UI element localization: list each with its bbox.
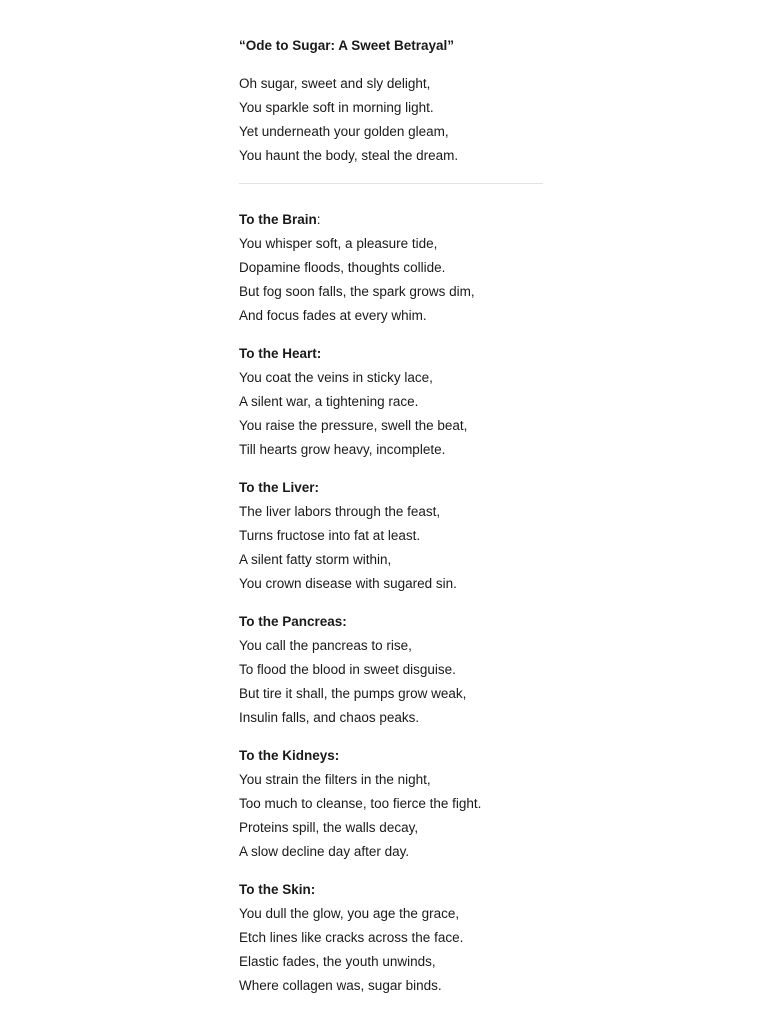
stanza-skin <box>239 878 549 998</box>
stanza-heading-text: To the Skin: <box>239 882 316 897</box>
poem-line: Etch lines like cracks across the face. <box>239 930 464 945</box>
poem-line: Oh sugar, sweet and sly delight, <box>239 76 431 91</box>
poem-line: You crown disease with sugared sin. <box>239 576 457 591</box>
poem-line: You sparkle soft in morning light. <box>239 100 434 115</box>
stanza-heading <box>239 878 549 902</box>
stanza-heading <box>239 208 549 232</box>
section-divider <box>239 183 543 184</box>
stanza-pancreas <box>239 610 549 730</box>
stanza-kidneys <box>239 744 549 864</box>
poem-line: A slow decline day after day. <box>239 844 410 859</box>
poem-line: A silent fatty storm within, <box>239 552 392 567</box>
poem-line: Insulin falls, and chaos peaks. <box>239 710 420 725</box>
poem-line: You whisper soft, a pleasure tide, <box>239 236 438 251</box>
stanza-heading <box>239 610 549 634</box>
poem-line: You call the pancreas to rise, <box>239 638 412 653</box>
poem-line: The liver labors through the feast, <box>239 504 441 519</box>
stanza-heading-text: To the Heart: <box>239 346 322 361</box>
poem-line: You raise the pressure, swell the beat, <box>239 418 468 433</box>
poem-line: Where collagen was, sugar binds. <box>239 978 442 993</box>
poem-line: Till hearts grow heavy, incomplete. <box>239 442 446 457</box>
stanza-brain <box>239 208 549 328</box>
poem-line: But tire it shall, the pumps grow weak, <box>239 686 467 701</box>
poem-line: Too much to cleanse, too fierce the fight. <box>239 796 482 811</box>
poem-line: To flood the blood in sweet disguise. <box>239 662 456 677</box>
poem-line: Dopamine floods, thoughts collide. <box>239 260 446 275</box>
poem-line: Elastic fades, the youth unwinds, <box>239 954 436 969</box>
poem-line: Yet underneath your golden gleam, <box>239 124 449 139</box>
poem-line: You coat the veins in sticky lace, <box>239 370 433 385</box>
poem-container <box>239 36 549 1012</box>
stanza-liver <box>239 476 549 596</box>
poem-line: You strain the filters in the night, <box>239 772 431 787</box>
poem-line: But fog soon falls, the spark grows dim, <box>239 284 475 299</box>
stanza-heading <box>239 744 549 768</box>
stanza-heading-text: To the Pancreas: <box>239 614 347 629</box>
stanza-heading-suffix: : <box>316 212 321 227</box>
poem-line: Turns fructose into fat at least. <box>239 528 421 543</box>
stanza-heading-text: To the Kidneys: <box>239 748 340 763</box>
stanza-heart <box>239 342 549 462</box>
stanza-heading-text: To the Brain <box>239 212 317 227</box>
poem-line: Proteins spill, the walls decay, <box>239 820 419 835</box>
poem-line: A silent war, a tightening race. <box>239 394 419 409</box>
stanza-heading-text: To the Liver: <box>239 480 320 495</box>
poem-line: You haunt the body, steal the dream. <box>239 148 459 163</box>
poem-title: “Ode to Sugar: A Sweet Betrayal” <box>239 38 455 53</box>
stanza-heading <box>239 342 549 366</box>
poem-line: And focus fades at every whim. <box>239 308 427 323</box>
poem-line: You dull the glow, you age the grace, <box>239 906 460 921</box>
intro-stanza <box>239 72 549 168</box>
stanza-heading <box>239 476 549 500</box>
